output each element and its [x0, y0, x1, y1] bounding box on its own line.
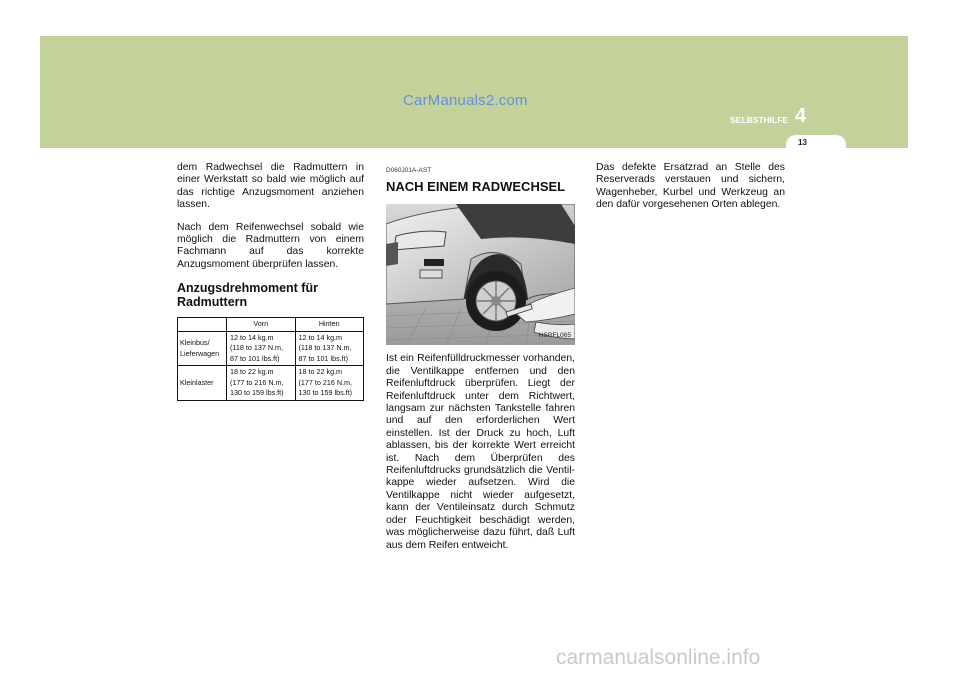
section-code: D060J01A-AST [386, 167, 432, 174]
torque-table [177, 317, 364, 401]
page-number: 13 [798, 138, 807, 147]
table-cell-rear [295, 366, 364, 401]
section-label: SELBSTHILFE [730, 115, 789, 125]
value-line: (177 to 216 N.m, [230, 377, 284, 387]
value-line: (177 to 216 N.m, [298, 377, 353, 387]
value-line: (118 to 137 N.m, [298, 343, 352, 353]
value-line: (118 to 137 N.m, [230, 343, 283, 353]
value-line: 87 to 101 lbs.ft) [298, 353, 349, 363]
value-line: 18 to 22 kg.m [298, 367, 343, 377]
column-right [596, 162, 785, 222]
column-left [177, 162, 364, 401]
table-cell-rear [295, 331, 364, 366]
header-watermark[interactable]: CarManuals2.com [403, 92, 528, 109]
label-line: Lieferwagen [180, 348, 220, 358]
paragraph-check-torque: Nach dem Reifenwechsel sobald wie möglich die Radmuttern von einem Fachmann auf das korrekte Anzugsmoment überprüfen lassen. [177, 221, 364, 270]
tire-pressure-photo [386, 204, 575, 345]
table-header-empty [178, 318, 227, 332]
car-wheel-illustration [386, 204, 575, 345]
table-header-rear: Hinten [295, 318, 364, 332]
table-row [178, 366, 364, 401]
torque-heading: Anzugsdrehmoment für Radmuttern [177, 281, 318, 310]
table-row-label [178, 366, 227, 401]
table-header-row [178, 318, 364, 332]
label-line: Kleinlaster [180, 377, 214, 387]
value-line: 12 to 14 kg.m [298, 332, 343, 342]
table-cell-front [227, 366, 296, 401]
section-title: NACH EINEM RADWECHSEL [386, 179, 566, 195]
value-line: 87 to 101 lbs.ft) [230, 353, 280, 363]
value-line: 130 to 159 lbs.ft) [230, 388, 284, 398]
column-middle [386, 165, 575, 562]
label-line: Kleinbus/ [180, 338, 210, 347]
image-code: HSRFL065 [538, 332, 571, 339]
paragraph-retorque: dem Radwechsel die Radmuttern in einer Werkstatt so bald wie möglich auf das richtige Anzugsmoment anziehen lassen. [177, 162, 364, 211]
chapter-number: 4 [795, 105, 807, 127]
table-row [178, 331, 364, 366]
paragraph-tire-pressure: Ist ein Reifenfülldruckmesser vorhanden, die Ventilkappe entfernen und den Reifenluftdruck überprüfen. Liegt der Reifenluftdruck unter dem Richtwert, langsam zur nächsten Tankstelle fahren und auf den erforderlichen Wert einstellen. Ist der Druck zu hoch, Luft ablassen, bis der korrekte Wert erreicht ist. Nach dem Überprüfen des Reifenluftdrucks grundsätzlich die Ventil-kappe wieder aufsetzen. Wird die Ventilkappe nicht wieder aufgesetzt, kann der Ventileinsatz durch Schmutz oder Feuchtigkeit beschädigt werden, was möglicherweise dazu führt, daß Luft aus dem Reifen entweicht. [386, 353, 575, 551]
table-cell-front [227, 331, 296, 366]
value-line: 12 to 14 kg.m [230, 332, 274, 342]
paragraph-stow-tools: Das defekte Ersatzrad an Stelle des Reserverads verstauen und sichern, Wagenheber, Kurbel und Werkzeug an den dafür vorgesehenen Orten ablegen. [596, 162, 785, 211]
table-header-front: Vorn [227, 318, 296, 332]
footer-watermark[interactable]: carmanualsonline.info [556, 646, 761, 669]
page-number-tab [786, 135, 846, 155]
value-line: 130 to 159 lbs.ft) [298, 388, 353, 398]
table-row-label [178, 331, 227, 366]
value-line: 18 to 22 kg.m [230, 367, 274, 377]
